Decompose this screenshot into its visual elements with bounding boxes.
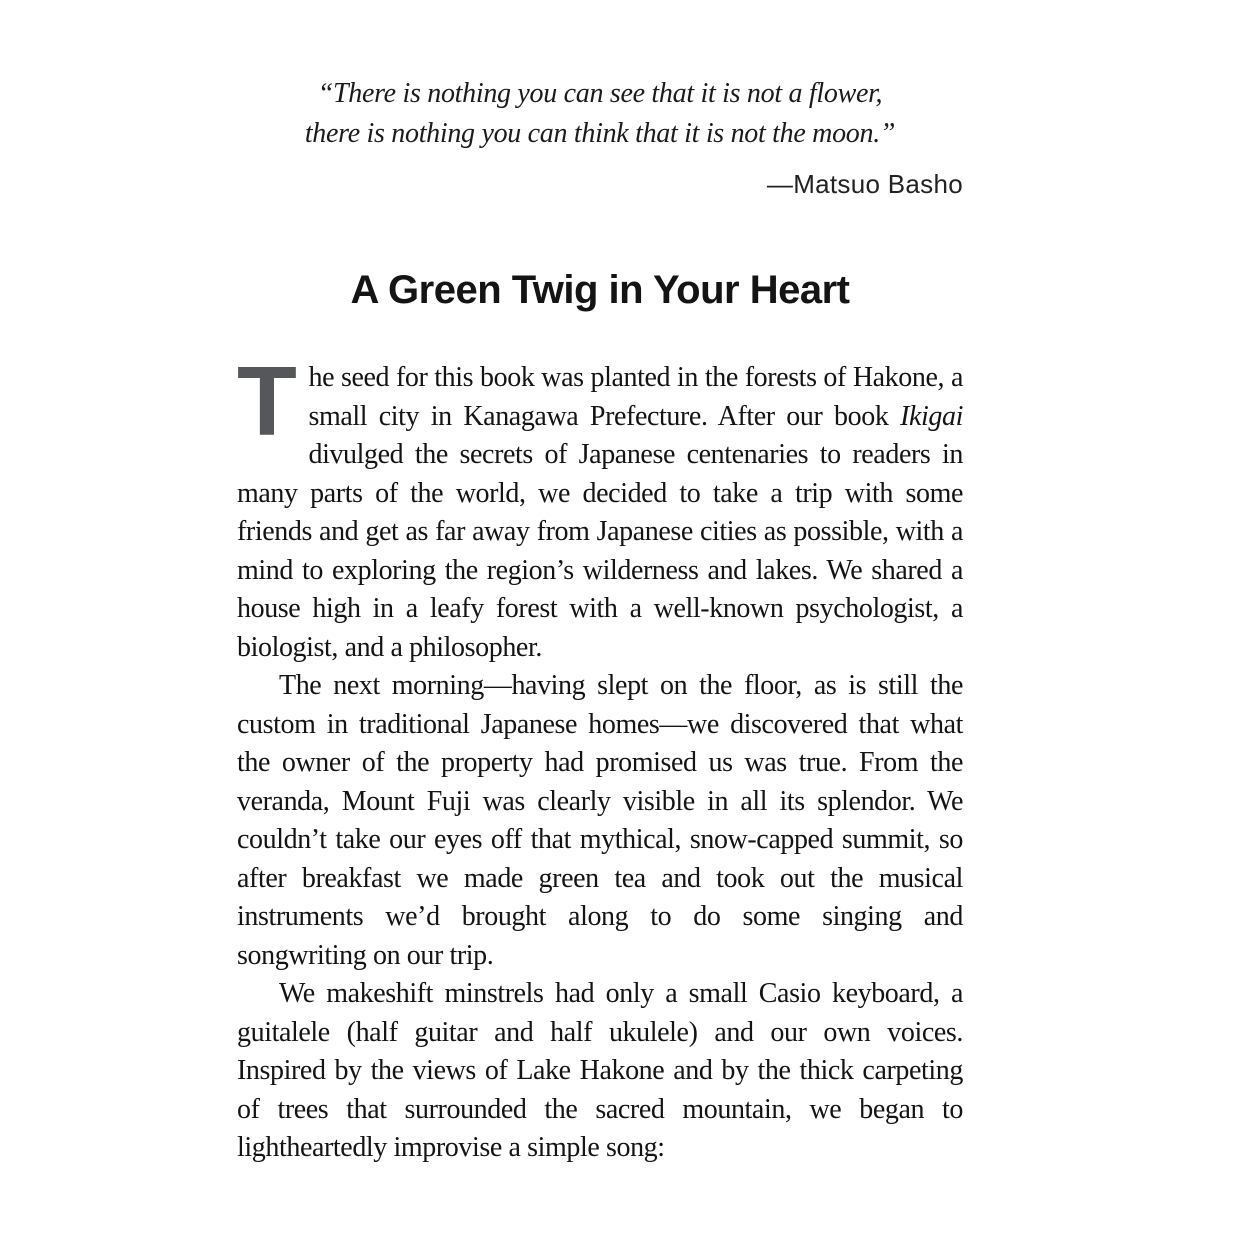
epigraph-attribution: —Matsuo Basho	[766, 169, 963, 199]
book-title-italic: Ikigai	[900, 400, 963, 432]
paragraph-1-text-rest: divulged the secrets of Japanese centenaries to readers in many parts of the world, we decided to take a trip with some friends and get as far away from Japanese cities as possible, with a mind to exploring the region’s wilderness and lakes. We shared a house high in a leafy forest with a well-known psychologist, a biologist, and a philosopher.	[237, 439, 963, 663]
paragraph-3: We makeshift minstrels had only a small Casio keyboard, a guitalele (half guitar and half ukulele) and our own voices. Inspired by the views of Lake Hakone and by the thick carpeting of trees that surrounded the sacred mountain, we began to lightheartedly improvise a simple song:	[237, 978, 963, 1163]
page-content-column	[237, 0, 963, 1168]
epigraph-quote-line-1: “There is nothing you can see that it is not a flower,	[317, 78, 883, 109]
epigraph-quote-line-2: there is nothing you can think that it is not the moon.”	[304, 118, 896, 149]
epigraph	[237, 74, 963, 204]
paragraph-1	[237, 346, 963, 667]
chapter-title: A Green Twig in Your Heart	[350, 268, 850, 312]
paragraph-2: The next morning—having slept on the floor, as is still the custom in traditional Japanese homes—we discovered that what the owner of the property had promised us was true. From the veranda, Mount Fuji was clearly visible in all its splendor. We couldn’t take our eyes off that mythical, snow-capped summit, so after breakfast we made green tea and took out the musical instruments we’d brought along to do some singing and songwriting on our trip.	[237, 670, 963, 971]
dropcap-letter: T	[237, 346, 297, 456]
body-text	[237, 346, 963, 1168]
paragraph-1-text: he seed for this book was planted in the forests of Hakone, a small city in Kanagawa Prefecture. After our book	[308, 362, 963, 432]
